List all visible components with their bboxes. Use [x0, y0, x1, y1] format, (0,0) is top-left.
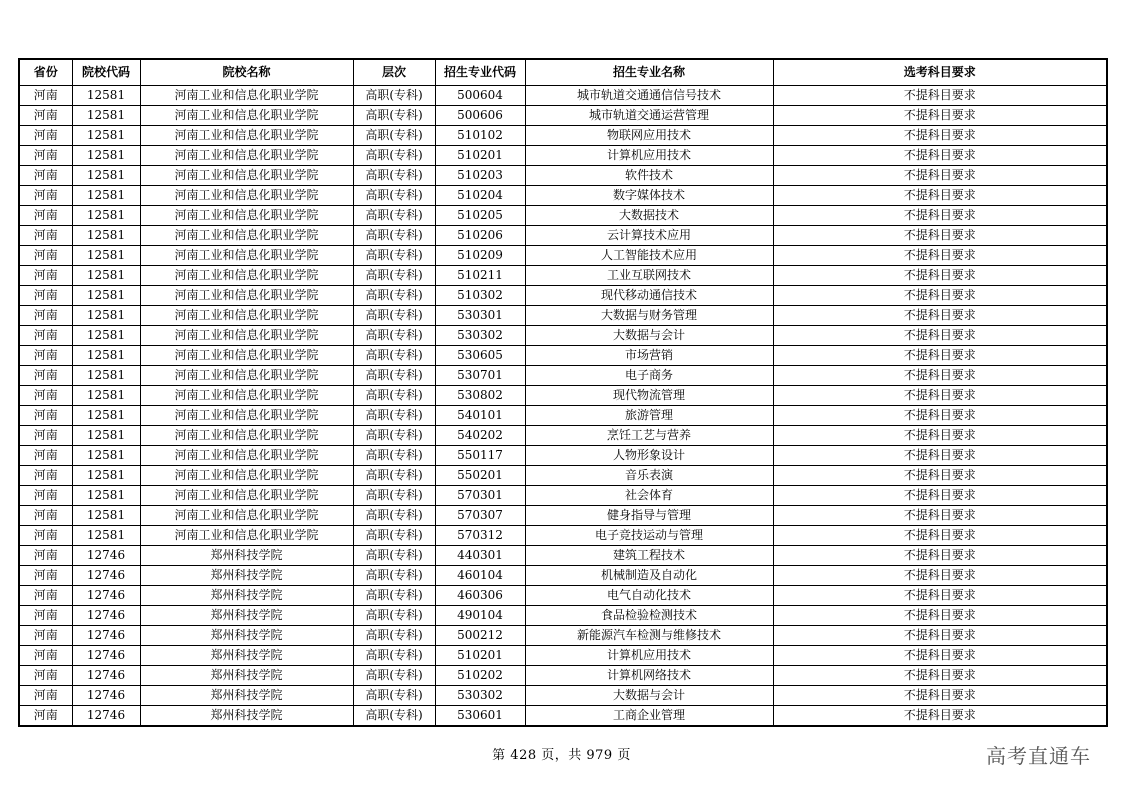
cell-major-code: 570312: [435, 526, 525, 546]
cell-level: 高职(专科): [353, 486, 435, 506]
header-school-name: 院校名称: [140, 59, 353, 86]
cell-school-code: 12581: [72, 166, 140, 186]
cell-school-name: 河南工业和信息化职业学院: [140, 306, 353, 326]
cell-major-code: 540202: [435, 426, 525, 446]
table-row: [19, 266, 1107, 286]
table-row: [19, 646, 1107, 666]
cell-province: 河南: [19, 586, 72, 606]
cell-subject-requirement: 不提科目要求: [773, 306, 1107, 326]
cell-school-code: 12581: [72, 186, 140, 206]
cell-major-name: 大数据与会计: [525, 326, 773, 346]
cell-major-code: 530302: [435, 686, 525, 706]
cell-school-code: 12581: [72, 326, 140, 346]
cell-school-code: 12581: [72, 386, 140, 406]
cell-level: 高职(专科): [353, 286, 435, 306]
admission-table-container: [18, 58, 1106, 727]
table-row: [19, 106, 1107, 126]
cell-school-name: 河南工业和信息化职业学院: [140, 346, 353, 366]
cell-school-name: 河南工业和信息化职业学院: [140, 466, 353, 486]
cell-major-name: 计算机应用技术: [525, 146, 773, 166]
cell-subject-requirement: 不提科目要求: [773, 426, 1107, 446]
cell-level: 高职(专科): [353, 346, 435, 366]
cell-major-name: 工业互联网技术: [525, 266, 773, 286]
cell-school-name: 郑州科技学院: [140, 546, 353, 566]
cell-major-code: 510302: [435, 286, 525, 306]
cell-major-code: 440301: [435, 546, 525, 566]
cell-major-code: 570307: [435, 506, 525, 526]
table-row: [19, 606, 1107, 626]
cell-province: 河南: [19, 466, 72, 486]
cell-major-name: 烹饪工艺与营养: [525, 426, 773, 446]
table-row: [19, 566, 1107, 586]
table-body: [19, 86, 1107, 727]
table-row: [19, 246, 1107, 266]
table-row: [19, 466, 1107, 486]
cell-major-code: 510202: [435, 666, 525, 686]
cell-school-code: 12581: [72, 246, 140, 266]
cell-school-code: 12581: [72, 446, 140, 466]
header-school-code: 院校代码: [72, 59, 140, 86]
header-province: 省份: [19, 59, 72, 86]
cell-level: 高职(专科): [353, 426, 435, 446]
cell-level: 高职(专科): [353, 206, 435, 226]
cell-province: 河南: [19, 186, 72, 206]
cell-level: 高职(专科): [353, 686, 435, 706]
cell-school-name: 河南工业和信息化职业学院: [140, 406, 353, 426]
cell-major-code: 530302: [435, 326, 525, 346]
cell-school-code: 12581: [72, 506, 140, 526]
cell-school-name: 河南工业和信息化职业学院: [140, 166, 353, 186]
cell-subject-requirement: 不提科目要求: [773, 226, 1107, 246]
cell-school-name: 郑州科技学院: [140, 566, 353, 586]
cell-school-code: 12581: [72, 466, 140, 486]
cell-school-code: 12581: [72, 286, 140, 306]
cell-level: 高职(专科): [353, 326, 435, 346]
cell-province: 河南: [19, 486, 72, 506]
cell-major-name: 市场营销: [525, 346, 773, 366]
cell-school-name: 河南工业和信息化职业学院: [140, 526, 353, 546]
cell-school-code: 12746: [72, 546, 140, 566]
cell-province: 河南: [19, 646, 72, 666]
cell-province: 河南: [19, 346, 72, 366]
cell-school-name: 河南工业和信息化职业学院: [140, 146, 353, 166]
cell-major-name: 城市轨道交通运营管理: [525, 106, 773, 126]
table-row: [19, 406, 1107, 426]
cell-school-code: 12746: [72, 686, 140, 706]
cell-level: 高职(专科): [353, 306, 435, 326]
cell-level: 高职(专科): [353, 466, 435, 486]
table-row: [19, 166, 1107, 186]
table-row: [19, 146, 1107, 166]
table-row: [19, 546, 1107, 566]
cell-school-name: 河南工业和信息化职业学院: [140, 286, 353, 306]
cell-major-code: 510206: [435, 226, 525, 246]
cell-level: 高职(专科): [353, 386, 435, 406]
cell-school-code: 12581: [72, 366, 140, 386]
cell-school-code: 12581: [72, 206, 140, 226]
cell-subject-requirement: 不提科目要求: [773, 666, 1107, 686]
cell-subject-requirement: 不提科目要求: [773, 266, 1107, 286]
cell-level: 高职(专科): [353, 506, 435, 526]
cell-province: 河南: [19, 626, 72, 646]
cell-major-code: 460104: [435, 566, 525, 586]
cell-level: 高职(专科): [353, 226, 435, 246]
table-row: [19, 666, 1107, 686]
cell-subject-requirement: 不提科目要求: [773, 626, 1107, 646]
cell-subject-requirement: 不提科目要求: [773, 446, 1107, 466]
cell-province: 河南: [19, 386, 72, 406]
cell-school-name: 郑州科技学院: [140, 706, 353, 727]
cell-province: 河南: [19, 306, 72, 326]
cell-subject-requirement: 不提科目要求: [773, 486, 1107, 506]
cell-major-name: 城市轨道交通通信信号技术: [525, 86, 773, 106]
cell-province: 河南: [19, 206, 72, 226]
cell-school-code: 12746: [72, 606, 140, 626]
cell-subject-requirement: 不提科目要求: [773, 106, 1107, 126]
cell-school-code: 12746: [72, 666, 140, 686]
cell-major-code: 510102: [435, 126, 525, 146]
cell-subject-requirement: 不提科目要求: [773, 346, 1107, 366]
cell-major-code: 570301: [435, 486, 525, 506]
cell-school-name: 河南工业和信息化职业学院: [140, 266, 353, 286]
cell-subject-requirement: 不提科目要求: [773, 686, 1107, 706]
cell-major-code: 510201: [435, 146, 525, 166]
cell-major-name: 数字媒体技术: [525, 186, 773, 206]
cell-school-code: 12746: [72, 626, 140, 646]
cell-major-name: 电子商务: [525, 366, 773, 386]
cell-level: 高职(专科): [353, 566, 435, 586]
cell-school-code: 12581: [72, 126, 140, 146]
cell-school-code: 12581: [72, 86, 140, 106]
cell-school-code: 12581: [72, 426, 140, 446]
cell-subject-requirement: 不提科目要求: [773, 186, 1107, 206]
cell-subject-requirement: 不提科目要求: [773, 386, 1107, 406]
cell-school-name: 河南工业和信息化职业学院: [140, 386, 353, 406]
cell-school-name: 郑州科技学院: [140, 666, 353, 686]
cell-major-code: 510204: [435, 186, 525, 206]
cell-level: 高职(专科): [353, 546, 435, 566]
table-row: [19, 206, 1107, 226]
cell-major-name: 计算机应用技术: [525, 646, 773, 666]
cell-school-name: 郑州科技学院: [140, 686, 353, 706]
cell-school-code: 12581: [72, 146, 140, 166]
cell-province: 河南: [19, 426, 72, 446]
cell-level: 高职(专科): [353, 586, 435, 606]
table-row: [19, 586, 1107, 606]
cell-major-code: 550117: [435, 446, 525, 466]
cell-level: 高职(专科): [353, 666, 435, 686]
cell-major-code: 500606: [435, 106, 525, 126]
cell-level: 高职(专科): [353, 446, 435, 466]
cell-province: 河南: [19, 526, 72, 546]
cell-subject-requirement: 不提科目要求: [773, 546, 1107, 566]
cell-major-name: 电气自动化技术: [525, 586, 773, 606]
cell-major-code: 490104: [435, 606, 525, 626]
header-major-name: 招生专业名称: [525, 59, 773, 86]
cell-level: 高职(专科): [353, 366, 435, 386]
cell-major-name: 云计算技术应用: [525, 226, 773, 246]
cell-major-name: 电子竞技运动与管理: [525, 526, 773, 546]
cell-level: 高职(专科): [353, 606, 435, 626]
cell-province: 河南: [19, 166, 72, 186]
cell-major-name: 大数据技术: [525, 206, 773, 226]
cell-major-code: 550201: [435, 466, 525, 486]
cell-major-code: 510205: [435, 206, 525, 226]
cell-major-code: 530701: [435, 366, 525, 386]
cell-major-name: 机械制造及自动化: [525, 566, 773, 586]
cell-level: 高职(专科): [353, 186, 435, 206]
header-major-code: 招生专业代码: [435, 59, 525, 86]
cell-school-name: 河南工业和信息化职业学院: [140, 426, 353, 446]
cell-school-code: 12581: [72, 526, 140, 546]
cell-major-code: 540101: [435, 406, 525, 426]
cell-province: 河南: [19, 446, 72, 466]
cell-subject-requirement: 不提科目要求: [773, 166, 1107, 186]
table-row: [19, 706, 1107, 727]
cell-subject-requirement: 不提科目要求: [773, 466, 1107, 486]
cell-major-code: 530601: [435, 706, 525, 727]
cell-level: 高职(专科): [353, 646, 435, 666]
table-row: [19, 126, 1107, 146]
cell-province: 河南: [19, 566, 72, 586]
page-number: 第 428 页，共 979 页: [492, 748, 631, 763]
cell-school-code: 12746: [72, 566, 140, 586]
cell-major-name: 社会体育: [525, 486, 773, 506]
cell-school-name: 河南工业和信息化职业学院: [140, 246, 353, 266]
cell-province: 河南: [19, 106, 72, 126]
table-row: [19, 226, 1107, 246]
cell-subject-requirement: 不提科目要求: [773, 586, 1107, 606]
cell-school-code: 12746: [72, 706, 140, 727]
cell-province: 河南: [19, 706, 72, 727]
table-row: [19, 486, 1107, 506]
cell-province: 河南: [19, 506, 72, 526]
cell-subject-requirement: 不提科目要求: [773, 146, 1107, 166]
cell-school-name: 河南工业和信息化职业学院: [140, 226, 353, 246]
cell-school-code: 12581: [72, 106, 140, 126]
cell-major-name: 大数据与会计: [525, 686, 773, 706]
cell-school-name: 河南工业和信息化职业学院: [140, 446, 353, 466]
cell-subject-requirement: 不提科目要求: [773, 526, 1107, 546]
cell-level: 高职(专科): [353, 246, 435, 266]
table-row: [19, 286, 1107, 306]
cell-school-name: 河南工业和信息化职业学院: [140, 86, 353, 106]
cell-school-name: 郑州科技学院: [140, 606, 353, 626]
cell-major-code: 510201: [435, 646, 525, 666]
cell-level: 高职(专科): [353, 406, 435, 426]
table-row: [19, 186, 1107, 206]
cell-level: 高职(专科): [353, 526, 435, 546]
cell-province: 河南: [19, 686, 72, 706]
cell-major-code: 530605: [435, 346, 525, 366]
admission-table: [18, 58, 1108, 727]
cell-major-code: 460306: [435, 586, 525, 606]
table-row: [19, 306, 1107, 326]
cell-subject-requirement: 不提科目要求: [773, 206, 1107, 226]
cell-major-name: 现代移动通信技术: [525, 286, 773, 306]
header-subject-requirement: 选考科目要求: [773, 59, 1107, 86]
table-row: [19, 506, 1107, 526]
cell-major-name: 建筑工程技术: [525, 546, 773, 566]
cell-school-name: 郑州科技学院: [140, 626, 353, 646]
header-level: 层次: [353, 59, 435, 86]
table-row: [19, 426, 1107, 446]
cell-school-code: 12581: [72, 226, 140, 246]
cell-province: 河南: [19, 326, 72, 346]
cell-province: 河南: [19, 286, 72, 306]
cell-school-name: 郑州科技学院: [140, 646, 353, 666]
cell-major-name: 人工智能技术应用: [525, 246, 773, 266]
cell-major-name: 计算机网络技术: [525, 666, 773, 686]
cell-major-name: 新能源汽车检测与维修技术: [525, 626, 773, 646]
cell-major-name: 工商企业管理: [525, 706, 773, 727]
table-row: [19, 526, 1107, 546]
cell-major-code: 510209: [435, 246, 525, 266]
cell-subject-requirement: 不提科目要求: [773, 86, 1107, 106]
cell-school-name: 河南工业和信息化职业学院: [140, 186, 353, 206]
cell-school-name: 河南工业和信息化职业学院: [140, 326, 353, 346]
cell-school-code: 12581: [72, 406, 140, 426]
cell-level: 高职(专科): [353, 706, 435, 727]
cell-major-code: 510211: [435, 266, 525, 286]
cell-subject-requirement: 不提科目要求: [773, 126, 1107, 146]
cell-subject-requirement: 不提科目要求: [773, 406, 1107, 426]
cell-major-name: 物联网应用技术: [525, 126, 773, 146]
cell-major-code: 530301: [435, 306, 525, 326]
cell-subject-requirement: 不提科目要求: [773, 366, 1107, 386]
cell-school-code: 12746: [72, 646, 140, 666]
cell-school-name: 河南工业和信息化职业学院: [140, 486, 353, 506]
cell-level: 高职(专科): [353, 626, 435, 646]
cell-major-code: 510203: [435, 166, 525, 186]
cell-school-code: 12746: [72, 586, 140, 606]
table-row: [19, 626, 1107, 646]
cell-subject-requirement: 不提科目要求: [773, 646, 1107, 666]
cell-province: 河南: [19, 366, 72, 386]
cell-school-code: 12581: [72, 346, 140, 366]
table-row: [19, 86, 1107, 106]
cell-major-code: 500212: [435, 626, 525, 646]
cell-subject-requirement: 不提科目要求: [773, 606, 1107, 626]
table-row: [19, 446, 1107, 466]
cell-province: 河南: [19, 126, 72, 146]
cell-major-name: 食品检验检测技术: [525, 606, 773, 626]
cell-major-name: 音乐表演: [525, 466, 773, 486]
cell-subject-requirement: 不提科目要求: [773, 326, 1107, 346]
cell-school-name: 河南工业和信息化职业学院: [140, 126, 353, 146]
cell-major-code: 530802: [435, 386, 525, 406]
cell-school-code: 12581: [72, 306, 140, 326]
cell-province: 河南: [19, 226, 72, 246]
cell-school-name: 郑州科技学院: [140, 586, 353, 606]
table-row: [19, 686, 1107, 706]
cell-province: 河南: [19, 606, 72, 626]
cell-school-name: 河南工业和信息化职业学院: [140, 366, 353, 386]
cell-school-name: 河南工业和信息化职业学院: [140, 206, 353, 226]
cell-school-code: 12581: [72, 266, 140, 286]
cell-province: 河南: [19, 146, 72, 166]
cell-province: 河南: [19, 86, 72, 106]
cell-province: 河南: [19, 246, 72, 266]
cell-subject-requirement: 不提科目要求: [773, 566, 1107, 586]
cell-level: 高职(专科): [353, 146, 435, 166]
cell-level: 高职(专科): [353, 86, 435, 106]
table-row: [19, 386, 1107, 406]
cell-province: 河南: [19, 406, 72, 426]
cell-level: 高职(专科): [353, 266, 435, 286]
cell-school-code: 12581: [72, 486, 140, 506]
cell-subject-requirement: 不提科目要求: [773, 706, 1107, 727]
cell-major-name: 现代物流管理: [525, 386, 773, 406]
cell-subject-requirement: 不提科目要求: [773, 286, 1107, 306]
cell-level: 高职(专科): [353, 166, 435, 186]
cell-subject-requirement: 不提科目要求: [773, 506, 1107, 526]
cell-province: 河南: [19, 266, 72, 286]
table-row: [19, 326, 1107, 346]
cell-school-name: 河南工业和信息化职业学院: [140, 506, 353, 526]
table-header-row: [19, 59, 1107, 86]
table-row: [19, 366, 1107, 386]
watermark-logo-text: 高考直通车: [986, 744, 1091, 768]
cell-major-name: 大数据与财务管理: [525, 306, 773, 326]
cell-major-code: 500604: [435, 86, 525, 106]
cell-level: 高职(专科): [353, 106, 435, 126]
table-row: [19, 346, 1107, 366]
cell-subject-requirement: 不提科目要求: [773, 246, 1107, 266]
cell-major-name: 软件技术: [525, 166, 773, 186]
cell-major-name: 健身指导与管理: [525, 506, 773, 526]
cell-school-name: 河南工业和信息化职业学院: [140, 106, 353, 126]
cell-province: 河南: [19, 546, 72, 566]
cell-level: 高职(专科): [353, 126, 435, 146]
cell-major-name: 旅游管理: [525, 406, 773, 426]
cell-major-name: 人物形象设计: [525, 446, 773, 466]
cell-province: 河南: [19, 666, 72, 686]
